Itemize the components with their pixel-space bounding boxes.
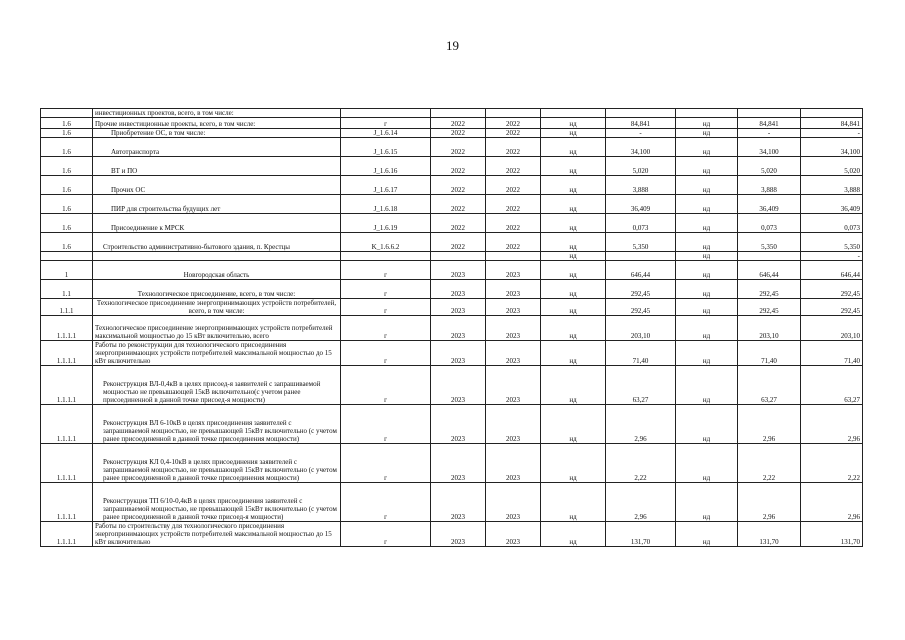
row-year-start: 2023 bbox=[431, 261, 486, 280]
row-year-start: 2022 bbox=[431, 129, 486, 138]
row-year-start: 2023 bbox=[431, 405, 486, 444]
row-value-d: 84,841 bbox=[738, 118, 801, 129]
row-code: 1.6 bbox=[41, 195, 93, 214]
row-value-c: нд bbox=[676, 214, 738, 233]
row-value-a: нд bbox=[541, 157, 606, 176]
row-code: 1.1.1 bbox=[41, 299, 93, 316]
row-description: Прочих ОС bbox=[93, 176, 341, 195]
row-value-a: нд bbox=[541, 261, 606, 280]
table-row bbox=[41, 444, 863, 483]
row-value-e: - bbox=[801, 129, 863, 138]
row-description: Реконструкция КЛ 0,4-10кВ в целях присоединения заявителей с запрашиваемой мощностью, не превышающей 15кВт включительно (с учетом ранее присоединенной в данной точке присоединения мощности) bbox=[93, 444, 341, 483]
row-value-a: нд bbox=[541, 405, 606, 444]
row-value-c bbox=[676, 109, 738, 118]
table-row bbox=[41, 195, 863, 214]
row-value-c: нд bbox=[676, 299, 738, 316]
table-row bbox=[41, 176, 863, 195]
row-year-end: 2022 bbox=[486, 138, 541, 157]
row-value-b: 34,100 bbox=[606, 138, 676, 157]
row-year-end: 2022 bbox=[486, 233, 541, 252]
row-value-b: 292,45 bbox=[606, 280, 676, 299]
row-description: Реконструкция ВЛ-0,4кВ в целях присоед-я заявителей с запрашиваемой мощностью не превышающей 15кВ включительно(с учетом ранее присоединенной в данной точке присоед-я мощности) bbox=[93, 366, 341, 405]
row-year-end: 2023 bbox=[486, 316, 541, 341]
row-code: 1.6 bbox=[41, 118, 93, 129]
row-value-e: 71,40 bbox=[801, 341, 863, 366]
row-value-e: 292,45 bbox=[801, 280, 863, 299]
row-description: ПИР для строительства будущих лет bbox=[93, 195, 341, 214]
row-value-a: нд bbox=[541, 299, 606, 316]
row-value-c: нд bbox=[676, 157, 738, 176]
row-value-d: - bbox=[738, 129, 801, 138]
row-description: Присоединение к МРСК bbox=[93, 214, 341, 233]
row-value-a: нд bbox=[541, 522, 606, 547]
row-value-b: 36,409 bbox=[606, 195, 676, 214]
row-description: инвестиционных проектов, всего, в том числе: bbox=[93, 109, 341, 118]
row-year-start: 2022 bbox=[431, 138, 486, 157]
row-value-b bbox=[606, 252, 676, 261]
row-identifier: J_1.6.14 bbox=[341, 129, 431, 138]
row-value-a: нд bbox=[541, 138, 606, 157]
row-value-e: 2,96 bbox=[801, 405, 863, 444]
row-year-start: 2023 bbox=[431, 341, 486, 366]
row-value-b: 203,10 bbox=[606, 316, 676, 341]
row-code: 1.1.1.1 bbox=[41, 444, 93, 483]
page-number: 19 bbox=[446, 38, 459, 53]
row-identifier: г bbox=[341, 316, 431, 341]
row-code: 1.1.1.1 bbox=[41, 405, 93, 444]
row-value-b: 2,96 bbox=[606, 483, 676, 522]
row-year-end: 2023 bbox=[486, 366, 541, 405]
row-description: Технологическое присоединение, всего, в том числе: bbox=[93, 280, 341, 299]
table-row bbox=[41, 405, 863, 444]
row-value-d: 2,96 bbox=[738, 405, 801, 444]
row-code: 1.1.1.1 bbox=[41, 341, 93, 366]
table-row bbox=[41, 138, 863, 157]
row-value-d: 63,27 bbox=[738, 366, 801, 405]
row-value-a: нд bbox=[541, 341, 606, 366]
row-code: 1.6 bbox=[41, 214, 93, 233]
row-description bbox=[93, 252, 341, 261]
row-value-e: - bbox=[801, 252, 863, 261]
row-description: Технологическое присоединение энергопринимающих устройств потребителей максимальной мощностью до 15 кВт включительно, всего bbox=[93, 316, 341, 341]
row-value-c: нд bbox=[676, 118, 738, 129]
row-value-e: 5,350 bbox=[801, 233, 863, 252]
row-year-end: 2022 bbox=[486, 214, 541, 233]
row-description: Технологическое присоединение энергопринимающих устройств потребителей, всего, в том числе: bbox=[93, 299, 341, 316]
row-value-a: нд bbox=[541, 252, 606, 261]
row-year-end: 2023 bbox=[486, 299, 541, 316]
row-description: Реконструкция ТП 6/10-0,4кВ в целях присоединения заявителей с запрашиваемой мощностью, не превышающей 15кВт включительно (с учетом ранее присоединенной в данной точке присоед-я мощности) bbox=[93, 483, 341, 522]
row-value-c: нд bbox=[676, 316, 738, 341]
row-value-e: 63,27 bbox=[801, 366, 863, 405]
row-year-end: 2022 bbox=[486, 118, 541, 129]
row-value-c: нд bbox=[676, 233, 738, 252]
row-year-end: 2023 bbox=[486, 444, 541, 483]
row-value-c: нд bbox=[676, 522, 738, 547]
row-value-a bbox=[541, 109, 606, 118]
row-value-c: нд bbox=[676, 252, 738, 261]
table-row bbox=[41, 261, 863, 280]
table-row bbox=[41, 252, 863, 261]
row-year-start: 2022 bbox=[431, 176, 486, 195]
table-row bbox=[41, 522, 863, 547]
row-value-c: нд bbox=[676, 195, 738, 214]
row-code: 1.6 bbox=[41, 157, 93, 176]
row-code: 1 bbox=[41, 261, 93, 280]
row-identifier bbox=[341, 109, 431, 118]
row-year-start: 2023 bbox=[431, 366, 486, 405]
row-identifier: J_1.6.19 bbox=[341, 214, 431, 233]
row-code: 1.6 bbox=[41, 233, 93, 252]
row-value-e: 5,020 bbox=[801, 157, 863, 176]
row-code: 1.1.1.1 bbox=[41, 522, 93, 547]
row-value-d: 34,100 bbox=[738, 138, 801, 157]
row-value-e: 34,100 bbox=[801, 138, 863, 157]
row-code: 1.6 bbox=[41, 129, 93, 138]
table-row bbox=[41, 316, 863, 341]
row-description: Прочие инвестиционные проекты, всего, в том числе: bbox=[93, 118, 341, 129]
row-year-start: 2023 bbox=[431, 280, 486, 299]
row-year-end: 2022 bbox=[486, 157, 541, 176]
row-value-d: 5,020 bbox=[738, 157, 801, 176]
row-value-c: нд bbox=[676, 261, 738, 280]
investment-table bbox=[40, 108, 863, 547]
row-description: Новгородская область bbox=[93, 261, 341, 280]
row-value-d: 3,888 bbox=[738, 176, 801, 195]
row-code: 1.1.1.1 bbox=[41, 366, 93, 405]
row-value-b: 84,841 bbox=[606, 118, 676, 129]
row-value-d: 646,44 bbox=[738, 261, 801, 280]
row-year-start: 2022 bbox=[431, 157, 486, 176]
row-description: Приобретение ОС, в том числе: bbox=[93, 129, 341, 138]
row-value-b: 292,45 bbox=[606, 299, 676, 316]
row-year-end: 2022 bbox=[486, 129, 541, 138]
row-year-end: 2023 bbox=[486, 483, 541, 522]
table-row bbox=[41, 109, 863, 118]
row-value-d: 292,45 bbox=[738, 280, 801, 299]
row-year-start: 2022 bbox=[431, 214, 486, 233]
table-row bbox=[41, 118, 863, 129]
row-year-end: 2023 bbox=[486, 261, 541, 280]
row-value-d: 2,22 bbox=[738, 444, 801, 483]
row-value-a: нд bbox=[541, 316, 606, 341]
table-row bbox=[41, 129, 863, 138]
row-value-c: нд bbox=[676, 405, 738, 444]
row-value-b: 131,70 bbox=[606, 522, 676, 547]
row-value-d bbox=[738, 252, 801, 261]
row-value-e: 131,70 bbox=[801, 522, 863, 547]
row-value-a: нд bbox=[541, 233, 606, 252]
row-value-a: нд bbox=[541, 444, 606, 483]
row-description: Работы по строительству для технологического присоединения энергопринимающих устройств потребителей максимальной мощностью до 15 кВт включительно bbox=[93, 522, 341, 547]
row-value-b: 5,350 bbox=[606, 233, 676, 252]
row-identifier: г bbox=[341, 280, 431, 299]
row-value-c: нд bbox=[676, 444, 738, 483]
row-year-start: 2022 bbox=[431, 233, 486, 252]
row-value-d: 71,40 bbox=[738, 341, 801, 366]
row-value-d: 203,10 bbox=[738, 316, 801, 341]
row-value-d: 5,350 bbox=[738, 233, 801, 252]
row-year-start bbox=[431, 252, 486, 261]
row-year-end: 2023 bbox=[486, 280, 541, 299]
row-identifier bbox=[341, 252, 431, 261]
row-value-e: 292,45 bbox=[801, 299, 863, 316]
row-identifier: J_1.6.18 bbox=[341, 195, 431, 214]
row-value-b: 71,40 bbox=[606, 341, 676, 366]
row-value-a: нд bbox=[541, 118, 606, 129]
row-value-a: нд bbox=[541, 195, 606, 214]
row-identifier: J_1.6.17 bbox=[341, 176, 431, 195]
row-value-c: нд bbox=[676, 483, 738, 522]
row-value-c: нд bbox=[676, 280, 738, 299]
row-value-a: нд bbox=[541, 214, 606, 233]
row-identifier: J_1.6.15 bbox=[341, 138, 431, 157]
row-year-start bbox=[431, 109, 486, 118]
row-identifier: г bbox=[341, 118, 431, 129]
row-year-end: 2022 bbox=[486, 176, 541, 195]
row-value-d: 131,70 bbox=[738, 522, 801, 547]
row-value-e: 203,10 bbox=[801, 316, 863, 341]
row-value-d: 0,073 bbox=[738, 214, 801, 233]
row-value-e: 0,073 bbox=[801, 214, 863, 233]
row-code: 1.1 bbox=[41, 280, 93, 299]
row-value-b bbox=[606, 109, 676, 118]
table-row bbox=[41, 341, 863, 366]
table-row bbox=[41, 299, 863, 316]
row-identifier: г bbox=[341, 299, 431, 316]
row-value-e: 646,44 bbox=[801, 261, 863, 280]
row-value-a: нд bbox=[541, 176, 606, 195]
row-value-e: 36,409 bbox=[801, 195, 863, 214]
row-value-c: нд bbox=[676, 176, 738, 195]
row-year-start: 2023 bbox=[431, 522, 486, 547]
row-value-b: 646,44 bbox=[606, 261, 676, 280]
row-value-d: 36,409 bbox=[738, 195, 801, 214]
row-year-start: 2022 bbox=[431, 118, 486, 129]
row-code: 1.1.1.1 bbox=[41, 483, 93, 522]
row-identifier: г bbox=[341, 483, 431, 522]
row-value-e: 2,22 bbox=[801, 444, 863, 483]
row-identifier: г bbox=[341, 366, 431, 405]
row-value-b: 2,96 bbox=[606, 405, 676, 444]
row-code: 1.6 bbox=[41, 176, 93, 195]
row-code: 1.6 bbox=[41, 138, 93, 157]
row-year-start: 2023 bbox=[431, 444, 486, 483]
row-description: Строительство административно-бытового здания, п. Крестцы bbox=[93, 233, 341, 252]
row-value-c: нд bbox=[676, 366, 738, 405]
row-year-end: 2022 bbox=[486, 195, 541, 214]
row-value-a: нд bbox=[541, 366, 606, 405]
table-row bbox=[41, 233, 863, 252]
row-year-start: 2022 bbox=[431, 195, 486, 214]
row-value-d: 2,96 bbox=[738, 483, 801, 522]
row-identifier: K_1.6.6.2 bbox=[341, 233, 431, 252]
row-value-b: - bbox=[606, 129, 676, 138]
row-value-c: нд bbox=[676, 341, 738, 366]
row-value-e: 84,841 bbox=[801, 118, 863, 129]
row-value-b: 0,073 bbox=[606, 214, 676, 233]
table-row bbox=[41, 214, 863, 233]
row-year-start: 2023 bbox=[431, 483, 486, 522]
row-value-e bbox=[801, 109, 863, 118]
row-value-d: 292,45 bbox=[738, 299, 801, 316]
row-value-e: 2,96 bbox=[801, 483, 863, 522]
row-value-a: нд bbox=[541, 129, 606, 138]
row-identifier: г bbox=[341, 341, 431, 366]
table-row bbox=[41, 280, 863, 299]
row-description: Автотранспорта bbox=[93, 138, 341, 157]
row-year-end bbox=[486, 252, 541, 261]
table-row bbox=[41, 157, 863, 176]
row-year-end: 2023 bbox=[486, 405, 541, 444]
row-value-d bbox=[738, 109, 801, 118]
row-code bbox=[41, 109, 93, 118]
row-value-c: нд bbox=[676, 138, 738, 157]
row-value-b: 3,888 bbox=[606, 176, 676, 195]
row-identifier: J_1.6.16 bbox=[341, 157, 431, 176]
row-description: Реконструкция ВЛ 6-10кВ в целях присоединения заявителей с запрашиваемой мощностью, не превышающей 15кВт включительно (с учетом ранее присоединенной в данной точке присоединения мощности) bbox=[93, 405, 341, 444]
row-description: ВТ и ПО bbox=[93, 157, 341, 176]
row-year-end: 2023 bbox=[486, 341, 541, 366]
row-value-b: 2,22 bbox=[606, 444, 676, 483]
row-identifier: г bbox=[341, 444, 431, 483]
row-year-end bbox=[486, 109, 541, 118]
row-value-a: нд bbox=[541, 483, 606, 522]
row-year-start: 2023 bbox=[431, 299, 486, 316]
row-code: 1.1.1.1 bbox=[41, 316, 93, 341]
row-value-b: 5,020 bbox=[606, 157, 676, 176]
row-value-e: 3,888 bbox=[801, 176, 863, 195]
table-row bbox=[41, 483, 863, 522]
row-value-c: нд bbox=[676, 129, 738, 138]
row-code bbox=[41, 252, 93, 261]
row-year-start: 2023 bbox=[431, 316, 486, 341]
row-identifier: г bbox=[341, 405, 431, 444]
row-identifier: г bbox=[341, 522, 431, 547]
row-year-end: 2023 bbox=[486, 522, 541, 547]
row-value-a: нд bbox=[541, 280, 606, 299]
row-identifier: г bbox=[341, 261, 431, 280]
row-description: Работы по реконструкции для технологического присоединения энергопринимающих устройств потребителей максимальной мощностью до 15 кВт включительно bbox=[93, 341, 341, 366]
row-value-b: 63,27 bbox=[606, 366, 676, 405]
table-row bbox=[41, 366, 863, 405]
